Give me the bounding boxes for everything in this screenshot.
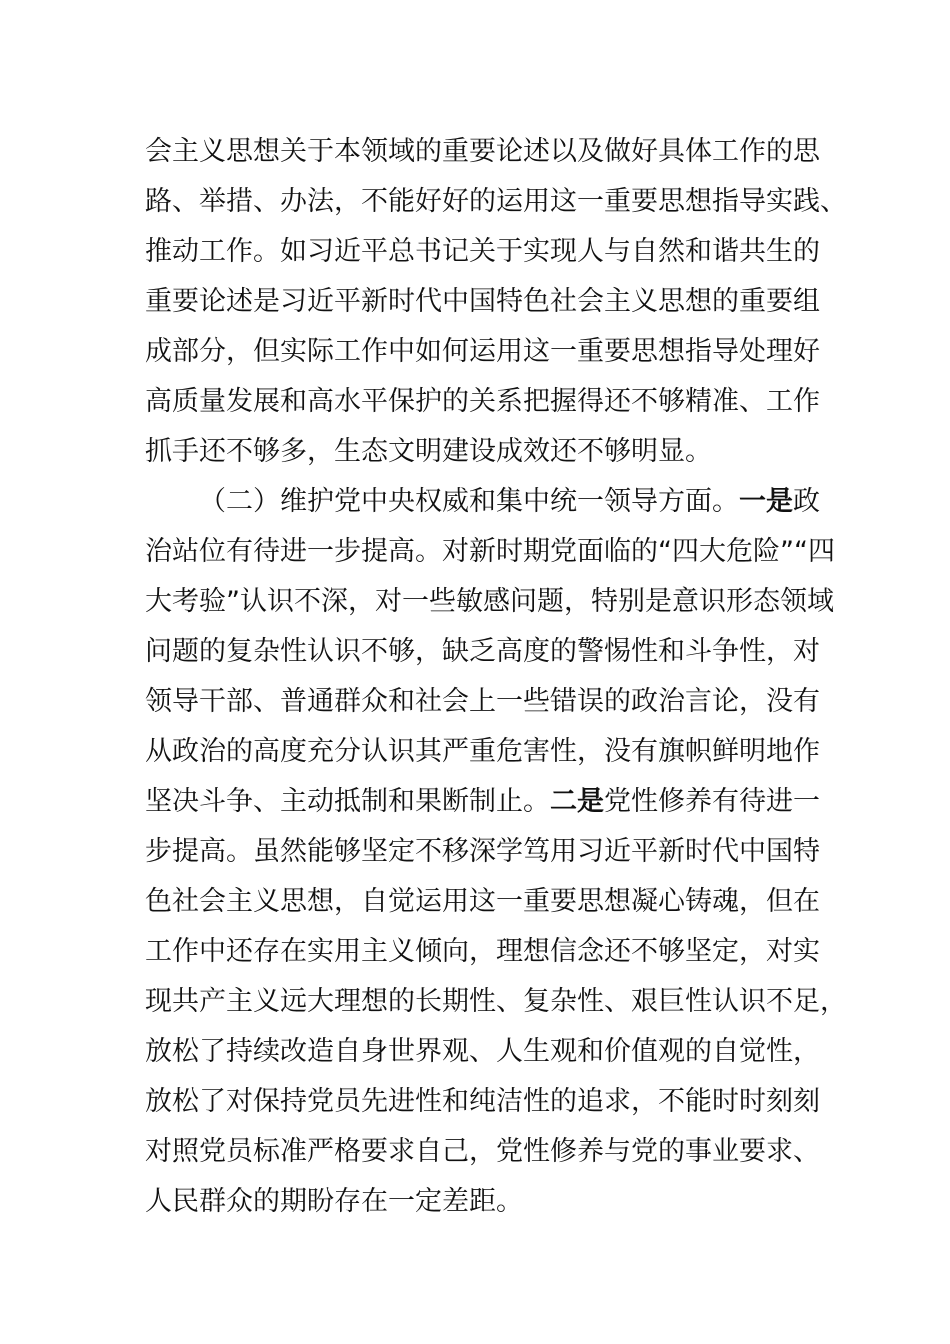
- text-line-with-marker: [145, 777, 825, 827]
- text-line: 工作中还存在实用主义倾向，理想信念还不够坚定，对实: [145, 936, 820, 967]
- text-line: 治站位有待进一步提高。对新时期党面临的“四大危险”“四: [145, 536, 835, 567]
- text-line: 抓手还不够多，生态文明建设成效还不够明显。: [145, 436, 712, 467]
- text-line: 放松了持续改造自身世界观、人生观和价值观的自觉性，: [145, 1036, 820, 1067]
- text-line: 大考验”认识不深，对一些敏感问题，特别是意识形态领域: [145, 586, 834, 617]
- point-marker-one: 一是: [739, 486, 793, 517]
- text-line: 对照党员标准严格要求自己，党性修养与党的事业要求、: [145, 1136, 820, 1167]
- text-fragment: 坚决斗争、主动抵制和果断制止。: [145, 786, 550, 817]
- text-line: 会主义思想关于本领域的重要论述以及做好具体工作的思: [145, 136, 820, 167]
- body-text: [145, 127, 847, 1227]
- text-line: 高质量发展和高水平保护的关系把握得还不够精准、工作: [145, 386, 820, 417]
- text-line: 从政治的高度充分认识其严重危害性，没有旗帜鲜明地作: [145, 736, 820, 767]
- text-fragment: 党性修养有待进一: [604, 786, 820, 817]
- text-line: 现共产主义远大理想的长期性、复杂性、艰巨性认识不足，: [145, 986, 847, 1017]
- point-marker-two: 二是: [550, 786, 604, 817]
- text-line: 步提高。虽然能够坚定不移深学笃用习近平新时代中国特: [145, 836, 820, 867]
- text-line: 重要论述是习近平新时代中国特色社会主义思想的重要组: [145, 286, 820, 317]
- text-line: 放松了对保持党员先进性和纯洁性的追求，不能时时刻刻: [145, 1086, 820, 1117]
- section-heading-line: [145, 477, 825, 527]
- text-line: 领导干部、普通群众和社会上一些错误的政治言论，没有: [145, 686, 820, 717]
- text-line: 人民群众的期盼存在一定差距。: [145, 1186, 523, 1217]
- text-line: 色社会主义思想，自觉运用这一重要思想凝心铸魂，但在: [145, 886, 820, 917]
- text-line: 路、举措、办法，不能好好的运用这一重要思想指导实践、: [145, 186, 847, 217]
- text-fragment: 政: [793, 486, 820, 517]
- text-line: 成部分，但实际工作中如何运用这一重要思想指导处理好: [145, 336, 820, 367]
- text-line: 推动工作。如习近平总书记关于实现人与自然和谐共生的: [145, 236, 820, 267]
- section-heading: （二）维护党中央权威和集中统一领导方面。: [199, 486, 739, 517]
- text-line: 问题的复杂性认识不够，缺乏高度的警惕性和斗争性，对: [145, 636, 820, 667]
